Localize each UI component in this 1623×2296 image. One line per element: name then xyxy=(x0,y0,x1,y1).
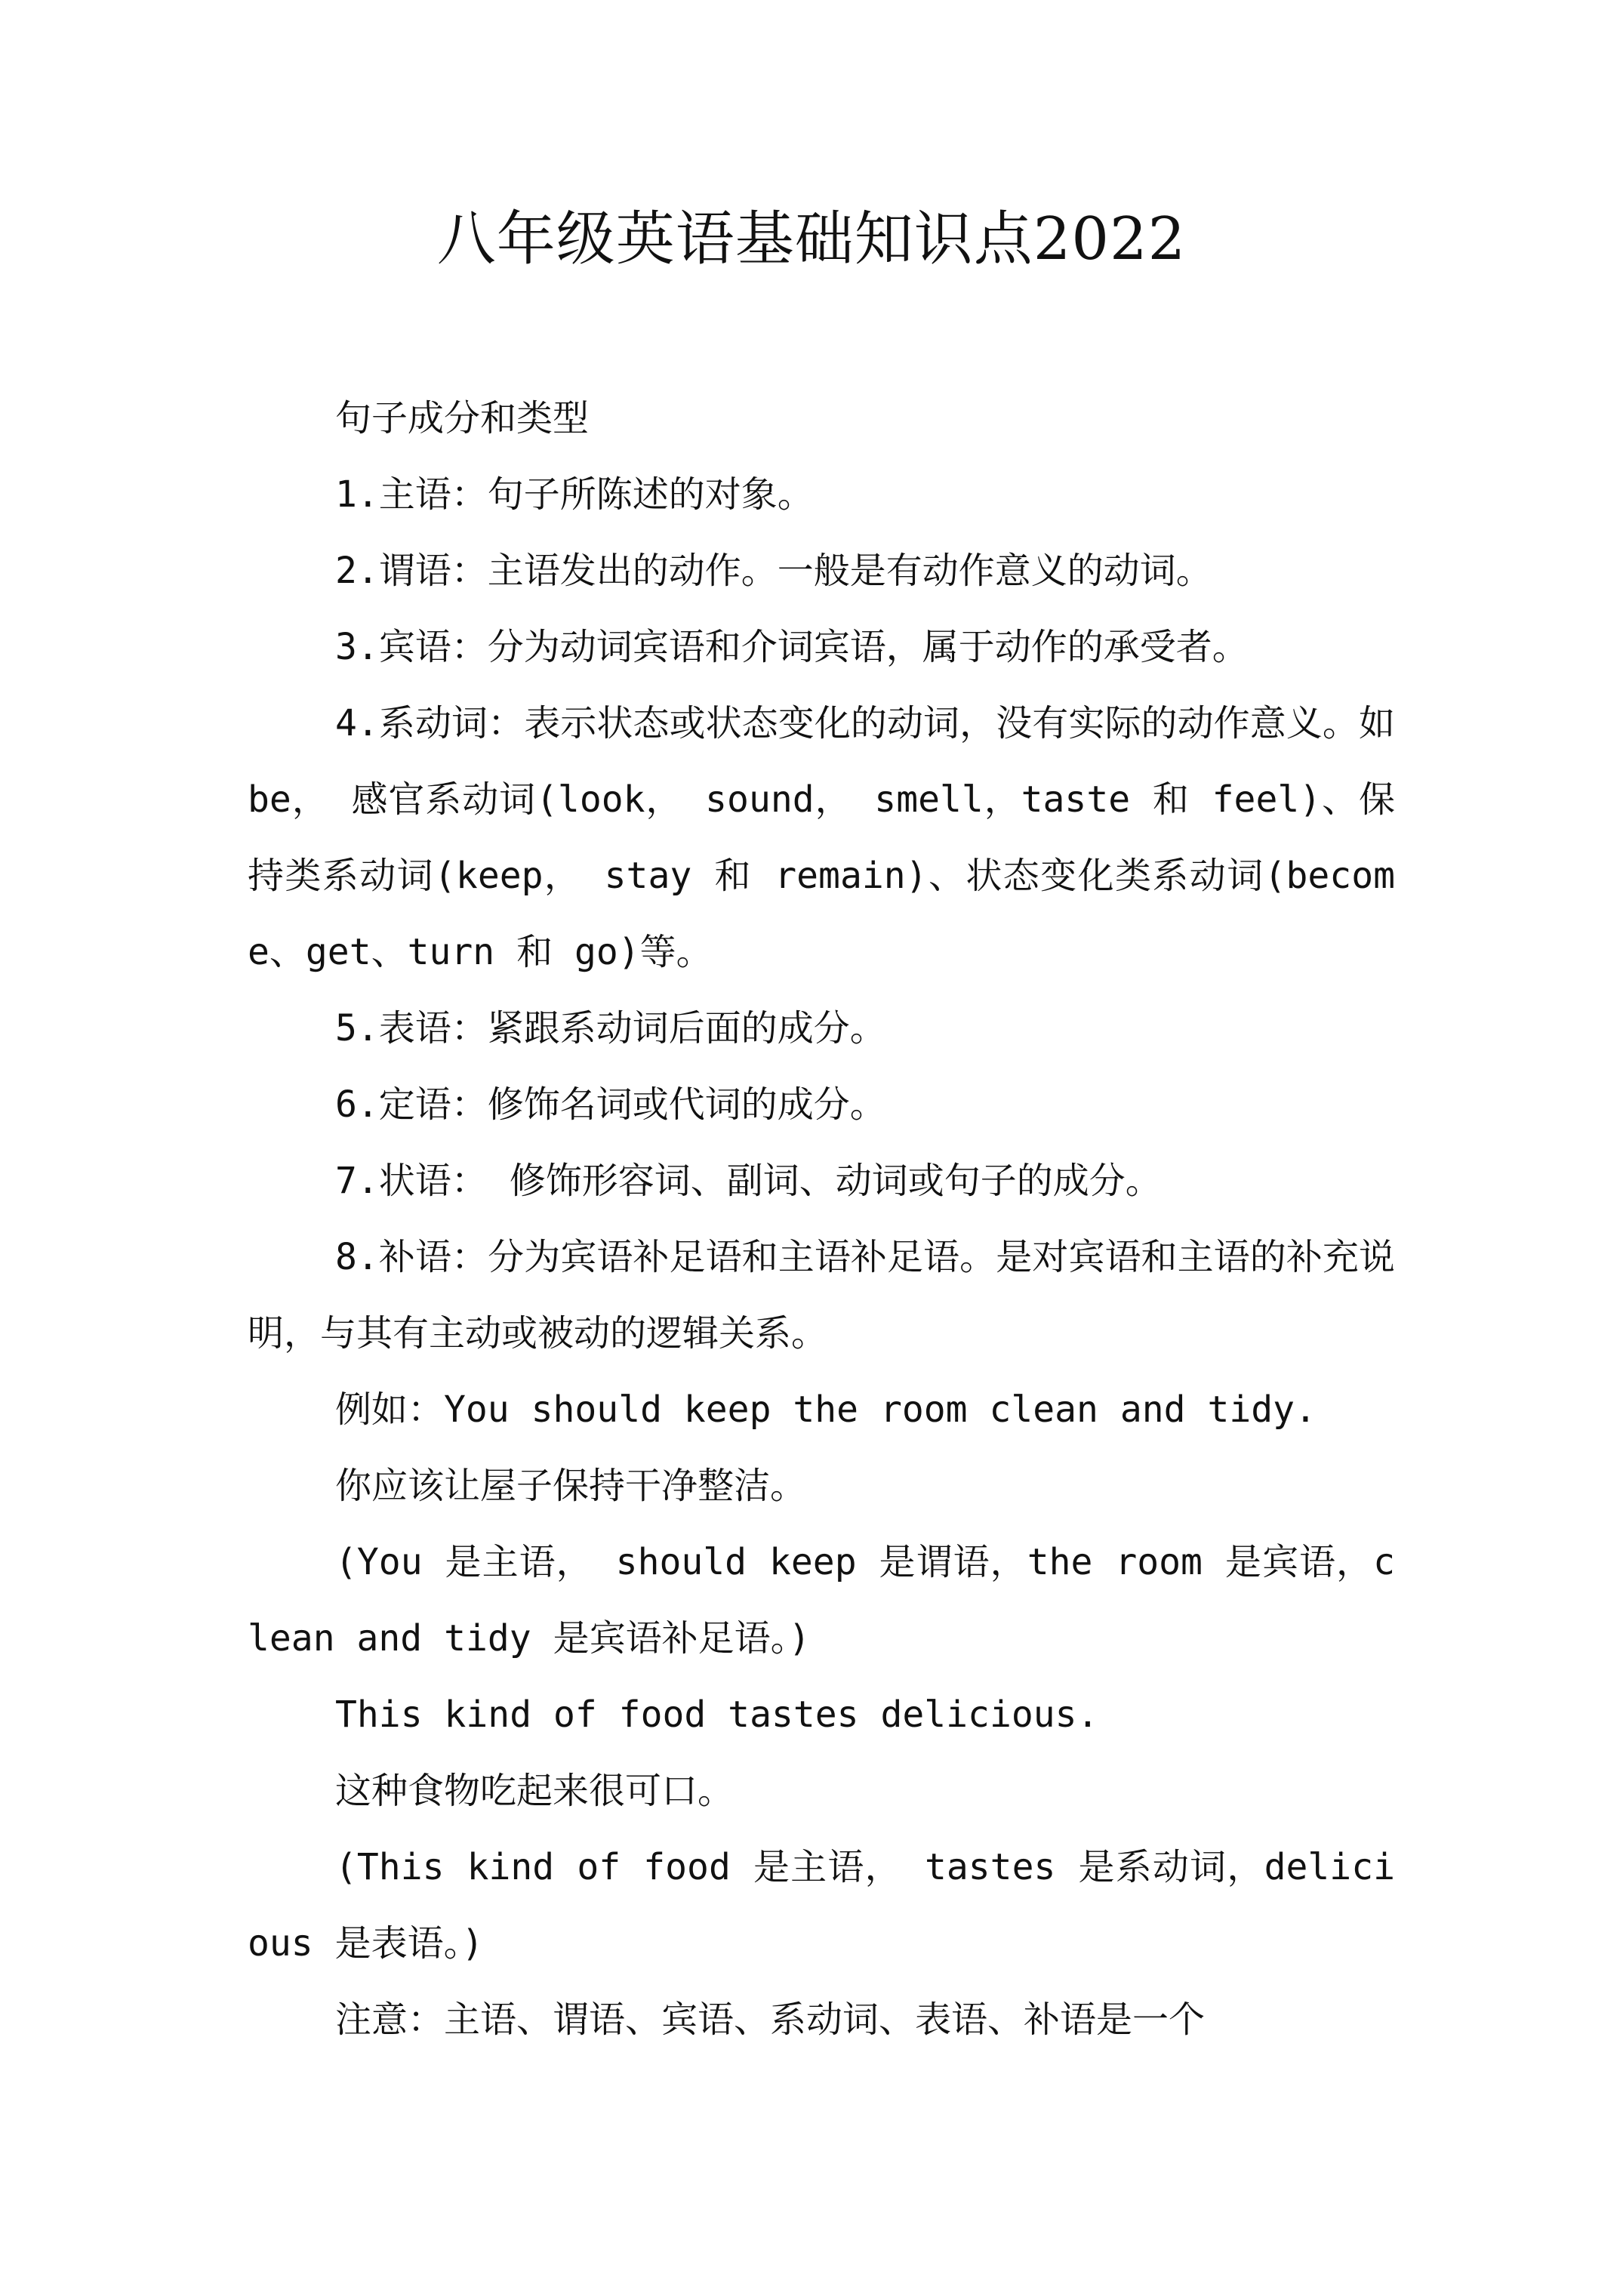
document-title: 八年级英语基础知识点2022 xyxy=(436,205,1187,273)
paragraph-example-1-translation: 你应该让屋子保持干净整洁。 xyxy=(335,1465,807,1507)
paragraph-predicative: 5.表语：紧跟系动词后面的成分。 xyxy=(335,1007,886,1049)
paragraph-linking-verb: 4.系动词：表示状态或状态变化的动词，没有实际的动作意义。如 be， 感官系动词(look， sound， smell，taste 和 feel)、保持类系动词(keep， stay 和 remain)、状态变化类系动词(become、get、turn 和 go)等。 xyxy=(248,702,1395,973)
paragraph-attribute: 6.定语：修饰名词或代词的成分。 xyxy=(335,1083,886,1126)
paragraph-complement: 8.补语：分为宾语补足语和主语补足语。是对宾语和主语的补充说明，与其有主动或被动的逻辑关系。 xyxy=(248,1236,1395,1354)
paragraph-predicate: 2.谓语：主语发出的动作。一般是有动作意义的动词。 xyxy=(335,550,1212,592)
document-body xyxy=(248,381,1395,2058)
paragraph-example-1-analysis: (You 是主语， should keep 是谓语，the room 是宾语，clean and tidy 是宾语补足语。) xyxy=(248,1541,1395,1660)
paragraph-example-1: 例如：You should keep the room clean and tidy. xyxy=(335,1388,1317,1431)
paragraph-section-heading: 句子成分和类型 xyxy=(335,397,590,439)
paragraph-note: 注意：主语、谓语、宾语、系动词、表语、补语是一个 xyxy=(335,1999,1206,2041)
paragraph-example-2-translation: 这种食物吃起来很可口。 xyxy=(335,1770,735,1812)
paragraph-example-2: This kind of food tastes delicious. xyxy=(335,1693,1099,1736)
paragraph-adverbial: 7.状语： 修饰形容词、副词、动词或句子的成分。 xyxy=(335,1160,1162,1202)
paragraph-object: 3.宾语：分为动词宾语和介词宾语，属于动作的承受者。 xyxy=(335,626,1249,668)
paragraph-subject: 1.主语：句子所陈述的对象。 xyxy=(335,473,814,516)
paragraph-example-2-analysis: (This kind of food 是主语， tastes 是系动词，delicious 是表语。) xyxy=(248,1846,1395,1965)
